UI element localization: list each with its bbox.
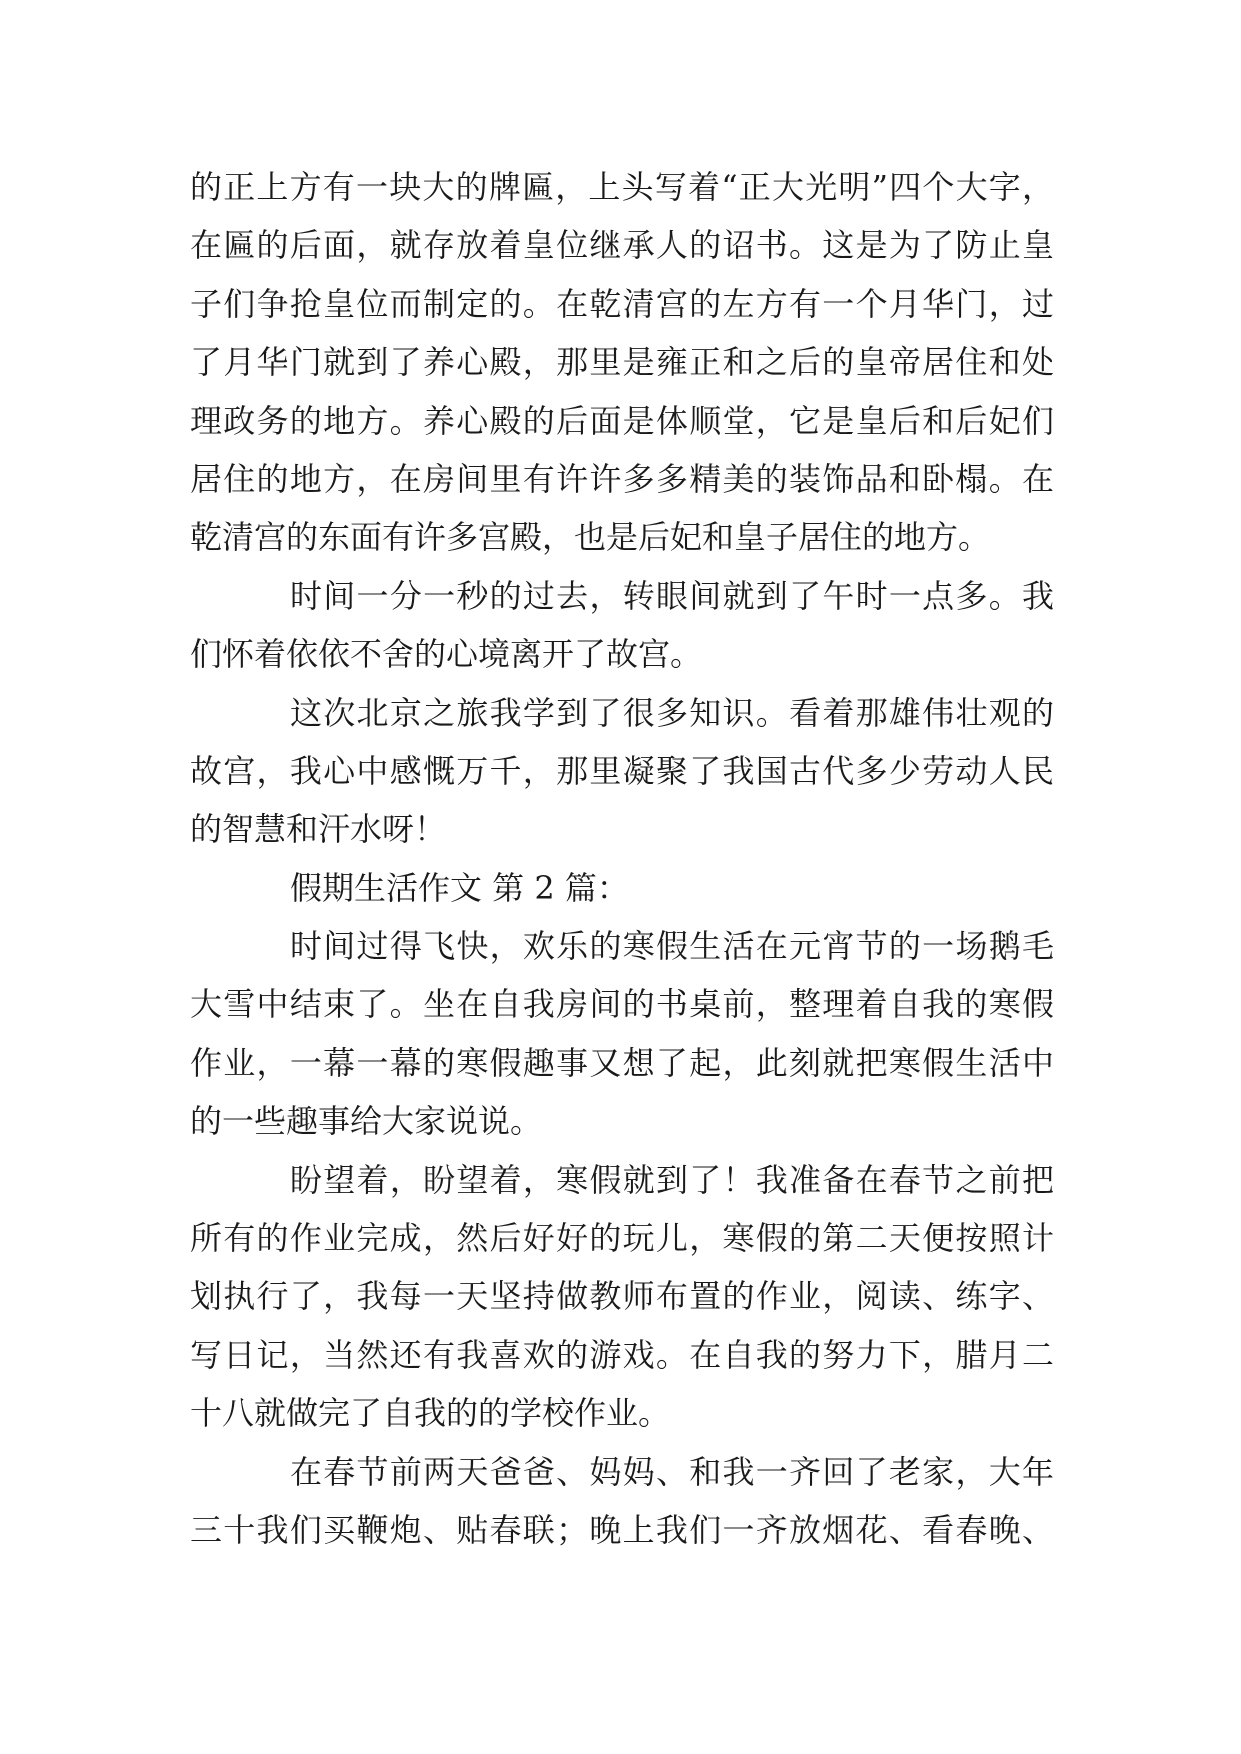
text-line: 写日记，当然还有我喜欢的游戏。在自我的努力下，腊月二	[190, 1335, 1054, 1374]
text-line: 故宫，我心中感慨万千，那里凝聚了我国古代多少劳动人民	[190, 751, 1054, 790]
text-line: 三十我们买鞭炮、贴春联；晚上我们一齐放烟花、看春晚、	[190, 1510, 1054, 1549]
text-line: 的正上方有一块大的牌匾，上头写着“正大光明”四个大字，	[190, 168, 1054, 206]
text-line: 盼望着，盼望着，寒假就到了！我准备在春节之前把	[290, 1160, 1054, 1199]
text-line: 时间一分一秒的过去，转眼间就到了午时一点多。我	[290, 576, 1054, 615]
text-line: 作业，一幕一幕的寒假趣事又想了起，此刻就把寒假生活中	[190, 1043, 1054, 1082]
text-line: 乾清宫的东面有许多宫殿，也是后妃和皇子居住的地方。	[190, 518, 991, 557]
text-line: 划执行了，我每一天坚持做教师布置的作业，阅读、练字、	[190, 1277, 1054, 1316]
text-line: 了月华门就到了养心殿，那里是雍正和之后的皇帝居住和处	[190, 343, 1054, 382]
text-line: 在匾的后面，就存放着皇位继承人的诏书。这是为了防止皇	[190, 226, 1054, 265]
text-line: 的一些趣事给大家说说。	[190, 1102, 543, 1141]
text-line: 假期生活作文 第 2 篇：	[290, 868, 629, 907]
text-line: 这次北京之旅我学到了很多知识。看着那雄伟壮观的	[290, 693, 1054, 732]
text-line: 理政务的地方。养心殿的后面是体顺堂，它是皇后和后妃们	[190, 401, 1054, 440]
text-line: 大雪中结束了。坐在自我房间的书桌前，整理着自我的寒假	[190, 985, 1054, 1024]
text-line: 时间过得飞快，欢乐的寒假生活在元宵节的一场鹅毛	[290, 927, 1054, 966]
text-line: 居住的地方，在房间里有许许多多精美的装饰品和卧榻。在	[190, 459, 1054, 498]
body-text	[190, 158, 1054, 1559]
text-line: 在春节前两天爸爸、妈妈、和我一齐回了老家，大年	[290, 1452, 1054, 1491]
text-line: 们怀着依依不舍的心境离开了故宫。	[190, 635, 703, 674]
text-line: 十八就做完了自我的的学校作业。	[190, 1394, 671, 1433]
text-line: 子们争抢皇位而制定的。在乾清宫的左方有一个月华门，过	[190, 284, 1054, 323]
text-line: 所有的作业完成，然后好好的玩儿，寒假的第二天便按照计	[190, 1219, 1054, 1258]
text-line: 的智慧和汗水呀！	[190, 810, 447, 849]
